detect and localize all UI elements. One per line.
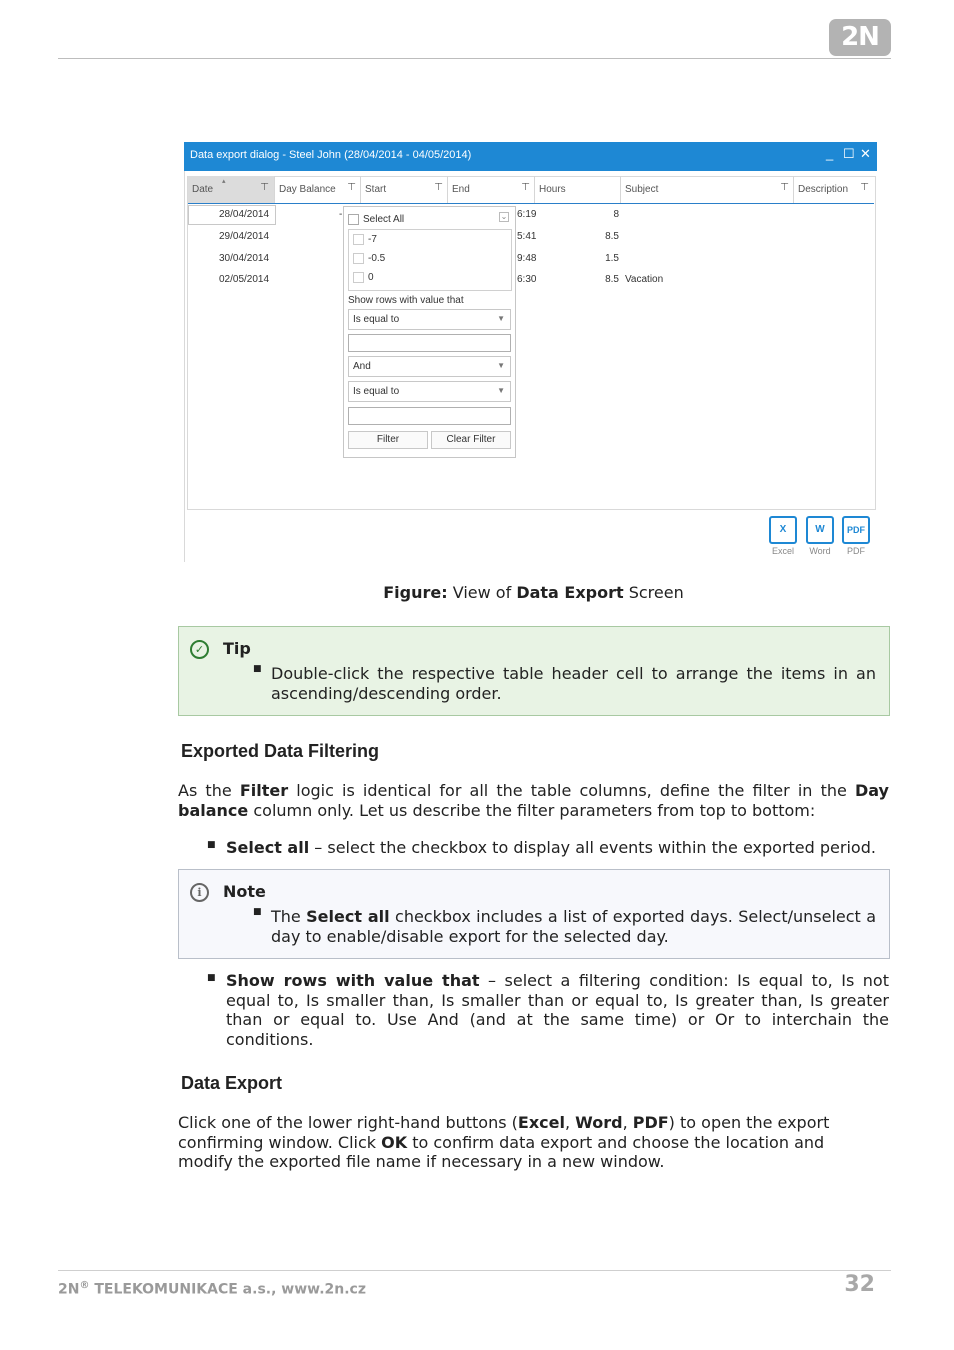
note-box — [178, 869, 890, 959]
word-export-button[interactable] — [806, 516, 834, 556]
bold-text: Excel — [517, 1113, 565, 1132]
column-header-label: Date — [192, 184, 214, 195]
text: – select the checkbox to display all events within the exported period. — [309, 838, 876, 857]
bold-text: Day balance — [178, 781, 889, 820]
footer-brand: 2N — [58, 1281, 80, 1298]
list-item[interactable] — [353, 234, 377, 245]
checkbox[interactable] — [353, 272, 364, 283]
clear-filter-button[interactable]: Clear Filter — [431, 431, 511, 449]
filter-icon[interactable]: ⊤ — [860, 182, 869, 193]
chevron-down-icon[interactable]: ⌄ — [500, 212, 508, 221]
tip-text: Double-click the respective table header cell to arrange the items in an ascending/descending order. — [271, 664, 876, 703]
bold-text: Select all — [226, 838, 310, 857]
column-header-day-balance[interactable] — [275, 176, 361, 203]
checkbox[interactable] — [348, 214, 359, 225]
footer-text — [58, 1280, 366, 1298]
value-label: 0 — [368, 272, 374, 284]
column-header-label: Day Balance — [279, 184, 336, 195]
text: checkbox includes a list of exported days. Select/unselect a day to enable/disable export for the selected day. — [271, 907, 877, 946]
subject-cell: Vacation — [625, 274, 664, 285]
export-label: Word — [809, 546, 831, 556]
select-value: Is equal to — [353, 314, 400, 325]
caption-prefix: Figure: — [383, 583, 448, 602]
caption-bold: Data Export — [516, 583, 624, 602]
grid-frame — [187, 176, 876, 510]
close-icon[interactable]: ✕ — [860, 146, 871, 161]
hours-cell: 8.5 — [605, 231, 619, 242]
date-cell: 30/04/2014 — [219, 253, 270, 264]
filter-icon[interactable]: ⊤ — [260, 182, 269, 193]
section-heading: Data Export — [181, 1073, 283, 1093]
end-cell: 6:19 — [517, 209, 537, 220]
values-list — [348, 229, 512, 291]
sort-indicator-icon: ▴ — [222, 178, 226, 185]
condition-select-2[interactable] — [348, 381, 511, 402]
text: As the — [178, 781, 240, 800]
bullet-text — [226, 971, 889, 1049]
filter-popup — [343, 206, 516, 458]
data-export-dialog — [184, 142, 877, 562]
bold-text: Filter — [239, 781, 289, 800]
maximize-icon[interactable]: ☐ — [843, 146, 855, 161]
column-header-description[interactable] — [794, 176, 873, 203]
filter-icon[interactable]: ⊤ — [347, 182, 356, 193]
list-item[interactable] — [353, 272, 374, 283]
bold-text: Word — [575, 1113, 623, 1132]
note-title: Note — [223, 882, 266, 901]
pdf-export-button[interactable] — [842, 516, 870, 556]
text: to confirm data export and choose the location and modify the exported file name if necessary in a new window. — [178, 1132, 825, 1171]
section-heading: Exported Data Filtering — [181, 741, 380, 761]
date-cell: 28/04/2014 — [219, 209, 270, 220]
info-icon: i — [190, 883, 209, 902]
text: logic is identical for all the table columns, define the filter in the — [288, 781, 855, 800]
caption-text: Screen — [623, 583, 684, 602]
select-all-label: Select All — [363, 214, 405, 226]
value-input-1[interactable] — [348, 334, 511, 352]
select-value: Is equal to — [353, 386, 400, 397]
bullet-icon: ■ — [207, 840, 216, 850]
show-rows-label: Show rows with value that — [348, 295, 464, 306]
filter-icon[interactable]: ⊤ — [521, 182, 530, 193]
paragraph — [178, 781, 889, 820]
note-text — [271, 907, 876, 947]
checkbox[interactable] — [353, 253, 364, 264]
column-header-label: Hours — [539, 184, 566, 195]
end-cell: 6:30 — [517, 274, 537, 285]
hours-cell: 8 — [613, 209, 619, 220]
column-header-date[interactable] — [188, 176, 275, 203]
caption-text: View of — [447, 583, 517, 602]
export-label: PDF — [847, 546, 865, 556]
registered-mark: ® — [79, 1280, 90, 1291]
footer-rule — [58, 1270, 891, 1271]
date-cell: 02/05/2014 — [219, 274, 270, 285]
hours-cell: 8.5 — [605, 274, 619, 285]
bold-text: Show rows with value that — [226, 971, 480, 990]
check-icon: ✓ — [190, 640, 209, 659]
excel-icon: X — [769, 516, 797, 544]
bold-text: PDF — [632, 1113, 669, 1132]
dropdown-arrow-icon: ▼ — [497, 386, 505, 395]
text: , — [564, 1113, 576, 1132]
text: column only. Let us describe the filter parameters from top to bottom: — [248, 800, 816, 820]
column-header-end[interactable] — [448, 176, 535, 203]
column-header-label: Start — [365, 184, 387, 195]
condition-select-1[interactable] — [348, 309, 511, 330]
dialog-titlebar — [184, 142, 877, 171]
select-all-option[interactable] — [348, 214, 404, 225]
bullet-icon: ■ — [253, 664, 262, 674]
filter-icon[interactable]: ⊤ — [434, 182, 443, 193]
text: Click one of the lower right-hand buttons ( — [178, 1113, 518, 1132]
brand-logo: 2N — [829, 19, 891, 56]
operator-select[interactable] — [348, 356, 511, 377]
dropdown-arrow-icon: ▼ — [497, 314, 505, 323]
export-label: Excel — [771, 546, 794, 556]
value-label: -0.5 — [368, 253, 386, 265]
dropdown-arrow-icon: ▼ — [497, 361, 505, 370]
column-header-hours[interactable] — [535, 176, 621, 203]
text: ) to open the export confirming window. Click — [178, 1113, 830, 1152]
filter-button[interactable]: Filter — [348, 431, 428, 449]
column-header-start[interactable] — [361, 176, 448, 203]
pdf-icon: PDF — [842, 516, 870, 544]
column-header-subject[interactable] — [621, 176, 794, 203]
text: – select a filtering condition: Is equal to, Is not equal to, Is smaller than, Is smaller than or equal to, Is greater than, Is greater than or equal to. Use And (and at the same time) or Or to interchain the conditions. — [226, 971, 889, 1049]
dialog-title: Data export dialog - Steel John (28/04/2014 - 04/05/2014) — [190, 149, 472, 161]
hours-cell: 1.5 — [605, 253, 619, 264]
figure-caption — [178, 583, 889, 602]
bullet-text — [226, 838, 889, 858]
tip-title: Tip — [223, 639, 251, 658]
footer-company: TELEKOMUNIKACE a.s., www.2n.cz — [89, 1281, 366, 1298]
tip-box — [178, 626, 890, 716]
page-number: 32 — [844, 1272, 875, 1297]
excel-export-button[interactable] — [769, 516, 797, 556]
bold-text: Select all — [306, 907, 390, 926]
value-input-2[interactable] — [348, 407, 511, 425]
paragraph — [178, 1113, 858, 1172]
filter-icon[interactable]: ⊤ — [780, 182, 789, 193]
value-label: -7 — [368, 234, 377, 246]
end-cell: 9:48 — [517, 253, 537, 264]
bullet-icon: ■ — [253, 907, 262, 917]
select-value: And — [353, 361, 371, 372]
minimize-icon[interactable]: _ — [826, 146, 834, 161]
date-cell: 29/04/2014 — [219, 231, 270, 242]
bullet-icon: ■ — [207, 973, 216, 983]
column-header-label: Subject — [625, 184, 659, 195]
bold-text: OK — [381, 1132, 408, 1152]
day-balance-cell: - — [339, 209, 343, 220]
word-icon: W — [806, 516, 834, 544]
end-cell: 5:41 — [517, 231, 537, 242]
text: The — [271, 907, 307, 926]
text: , — [622, 1113, 633, 1132]
column-header-label: End — [452, 184, 470, 195]
list-item[interactable] — [353, 253, 385, 264]
header-rule — [58, 58, 891, 59]
column-header-label: Description — [798, 184, 849, 195]
checkbox[interactable] — [353, 234, 364, 245]
